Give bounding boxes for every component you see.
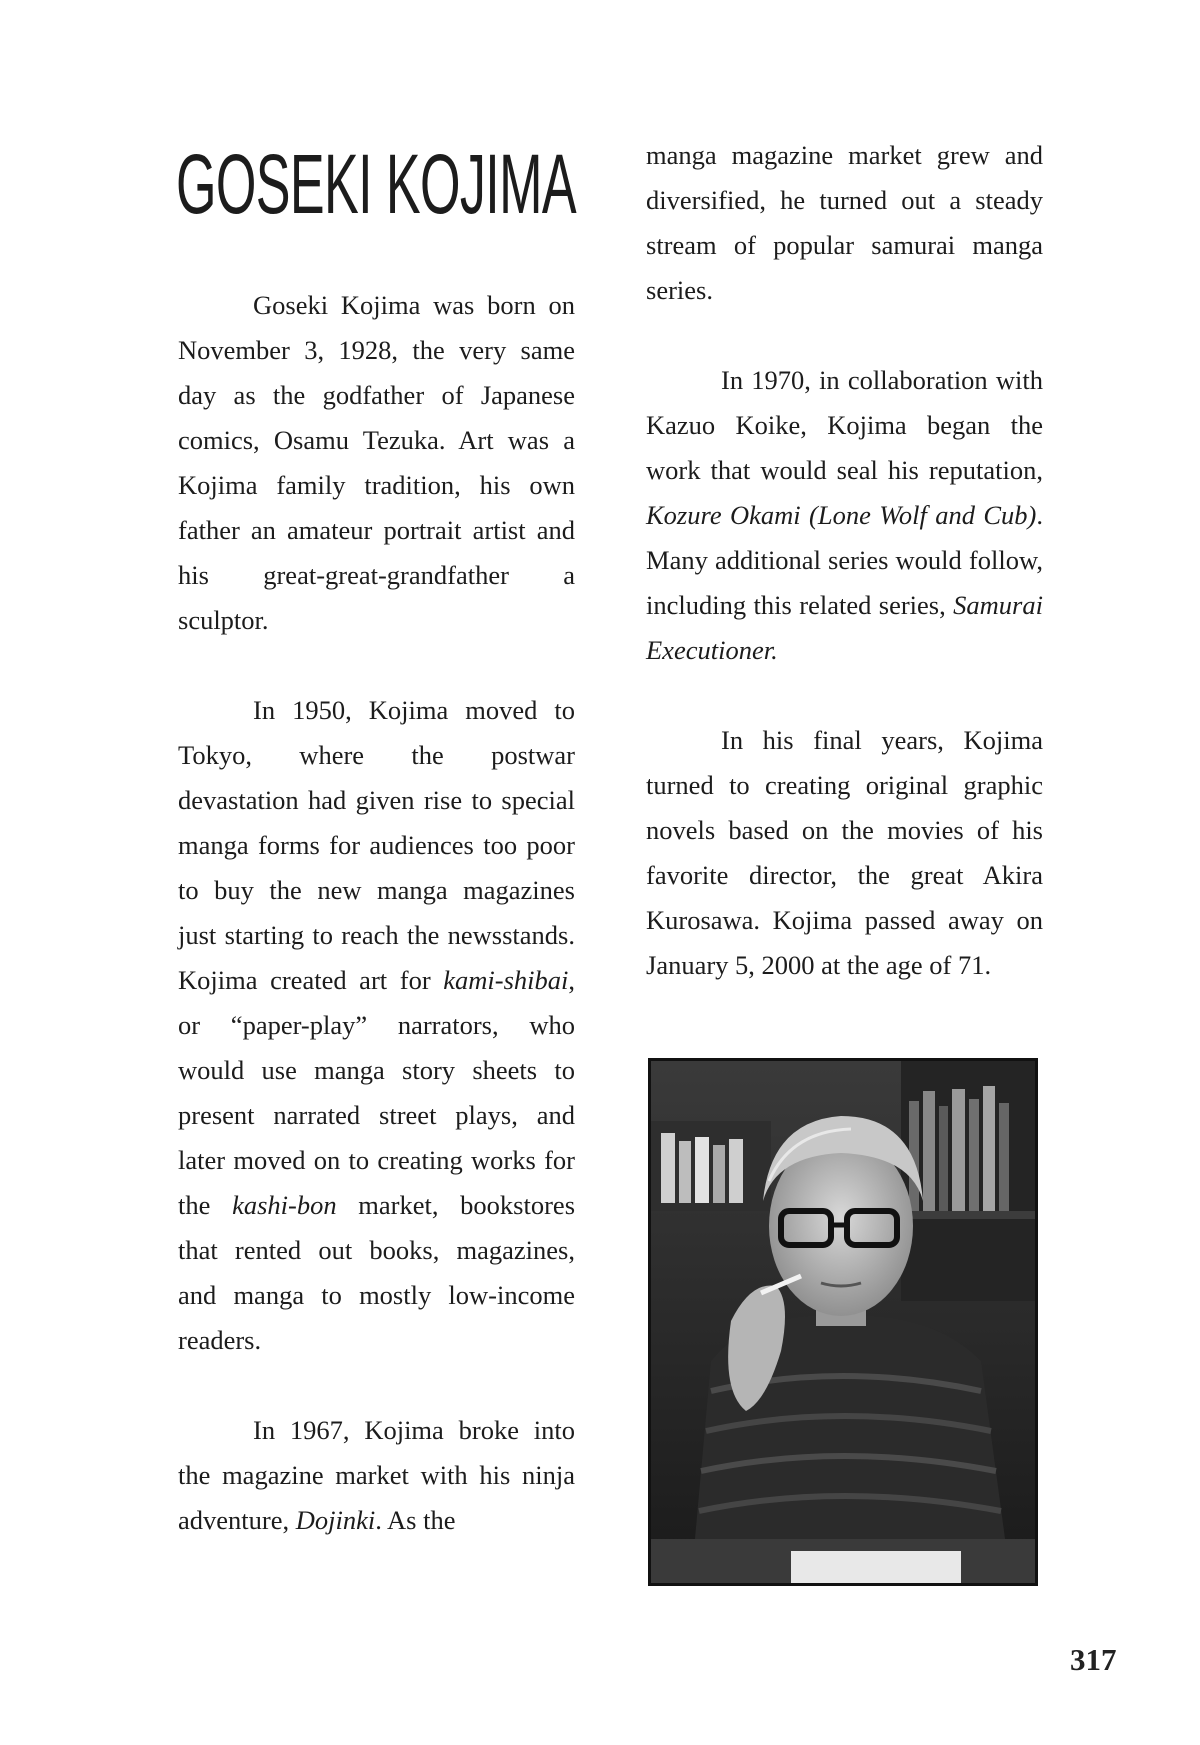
bio-paragraph-tokyo (178, 688, 575, 1363)
text-run: In 1970, in collaboration with Kazuo Koike, Kojima began the work that would seal his reputation, (646, 365, 1043, 485)
italic-title-lone-wolf: Kozure Okami (Lone Wolf and Cub) (646, 500, 1037, 530)
text-run: market, bookstores that rented out books, magazines, and manga to mostly low-income readers. (178, 1190, 576, 1355)
italic-term-kami-shibai: kami-shibai (443, 965, 569, 995)
text-run: , or “paper-play” narrators, who would use manga story sheets to present narrated street plays, and later moved on to creating works for the (178, 965, 575, 1220)
bio-paragraph-continued: manga magazine market grew and diversified, he turned out a steady stream of popular samurai manga series. (646, 140, 1043, 305)
bio-paragraph-final-years: In his final years, Kojima turned to creating original graphic novels based on the movies of his favorite director, the great Akira Kurosawa. Kojima passed away on January 5, 2000 at the age of 71. (646, 725, 1043, 980)
right-column (646, 133, 1043, 988)
text-run: . As the (375, 1505, 456, 1535)
italic-title-samurai-executioner: Samurai Executioner. (646, 590, 1043, 665)
page-number: 317 (1070, 1642, 1117, 1677)
italic-title-dojinki: Dojinki (295, 1505, 376, 1535)
text-run: In 1967, Kojima broke into the magazine market with his ninja adventure, (178, 1415, 575, 1535)
page-title: GOSEKI KOJIMA (176, 137, 576, 231)
text-run: In 1950, Kojima moved to Tokyo, where the postwar devastation had given rise to special manga forms for audiences too poor to buy the new manga magazines just starting to reach the newsstands. Kojima created art for (178, 695, 575, 995)
portrait-illustration (651, 1061, 1035, 1583)
bio-paragraph-1970 (646, 358, 1043, 673)
bio-paragraph-1967 (178, 1408, 575, 1543)
italic-term-kashi-bon: kashi-bon (232, 1190, 337, 1220)
left-column (178, 283, 575, 1543)
text-run: . Many additional series would follow, including this related series, (646, 500, 1043, 620)
author-portrait-photo (648, 1058, 1038, 1586)
bio-paragraph-birth: Goseki Kojima was born on November 3, 1928, the very same day as the godfather of Japanese comics, Osamu Tezuka. Art was a Kojima family tradition, his own father an amateur portrait artist and his great-great-grandfather a sculptor. (178, 290, 575, 635)
